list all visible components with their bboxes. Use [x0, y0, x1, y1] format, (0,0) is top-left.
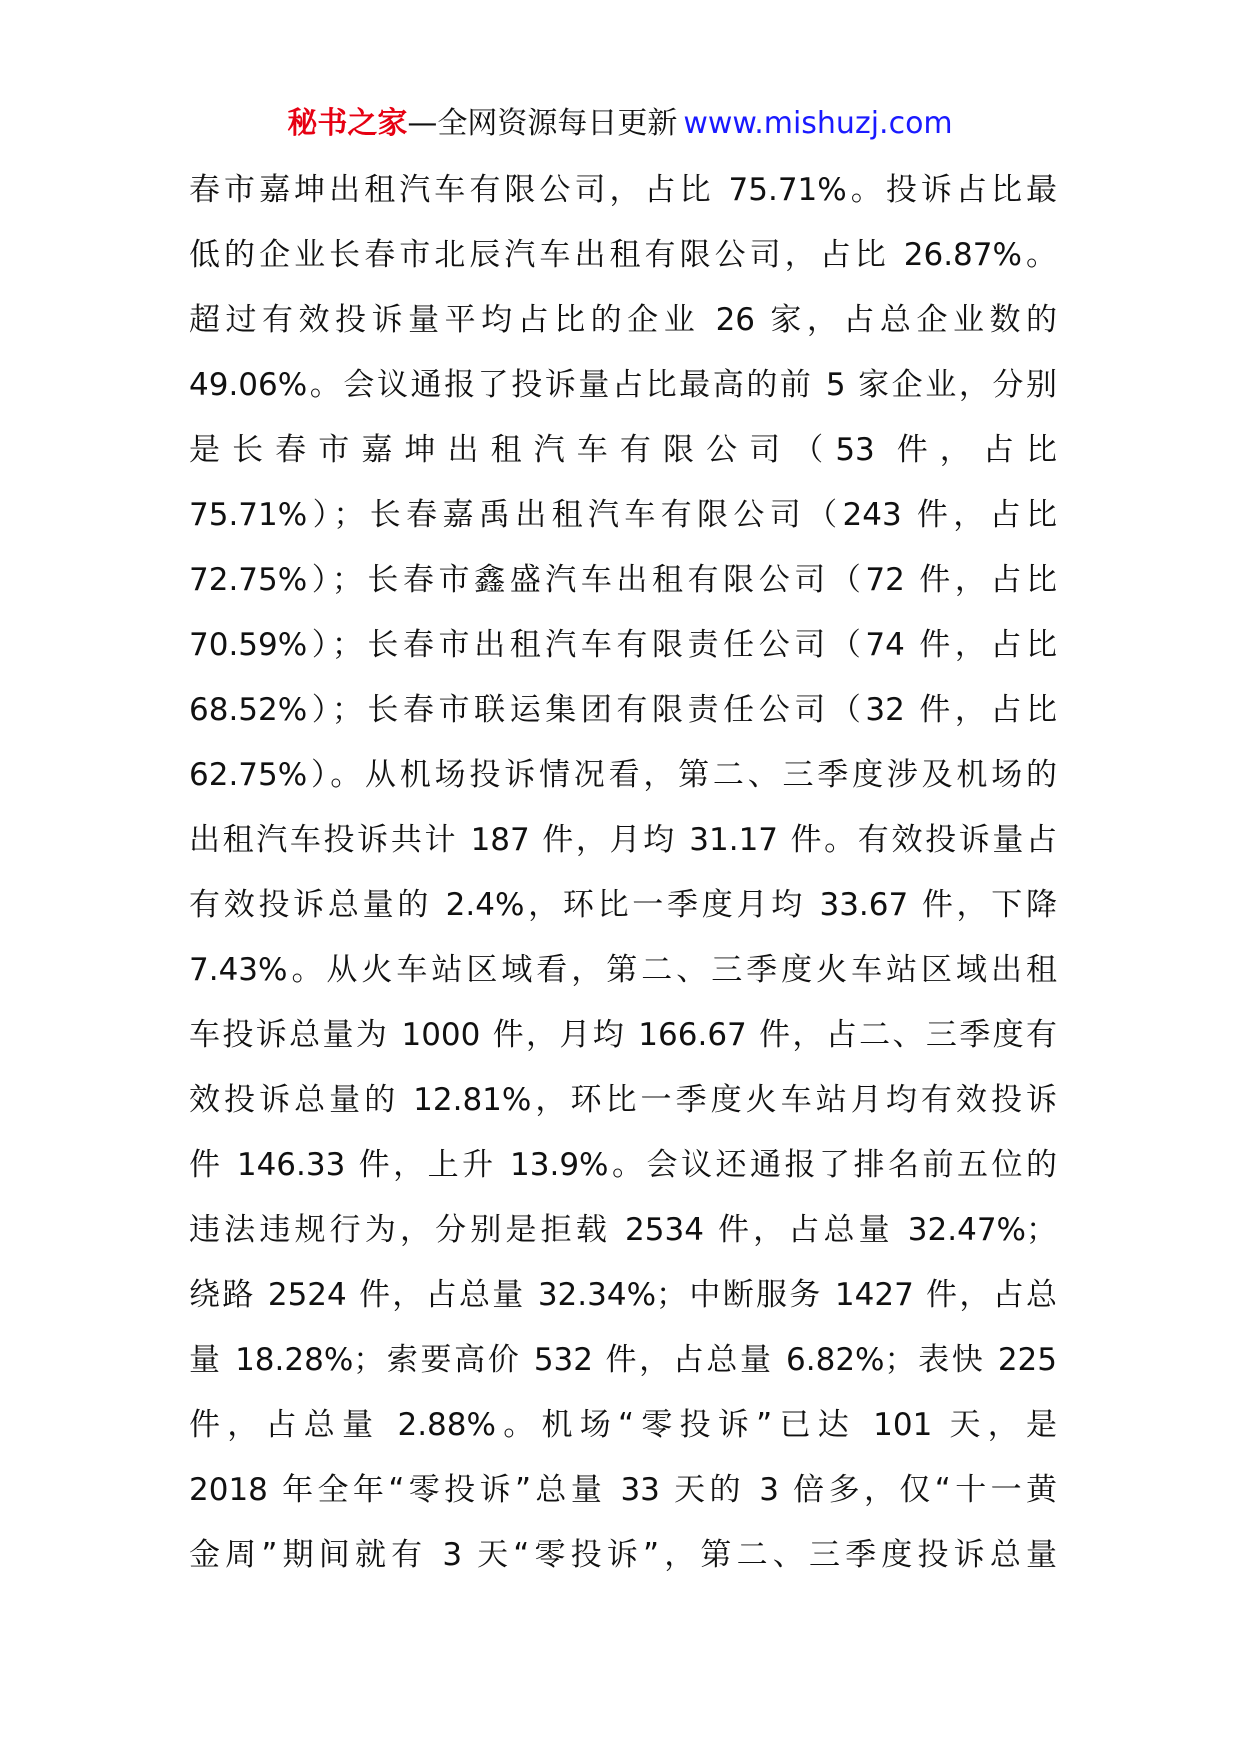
text-line: 件 146.33 件，上升 13.9%。会议还通报了排名前五位的: [189, 1147, 1057, 1183]
text-line: 出租汽车投诉共计 187 件，月均 31.17 件。有效投诉量占: [189, 822, 1057, 858]
text-line: 春市嘉坤出租汽车有限公司，占比 75.71%。投诉占比最: [189, 172, 1057, 208]
text-line: 件，占总量 2.88%。机场“零投诉”已达 101 天，是: [189, 1407, 1057, 1443]
text-line: 是长春市嘉坤出租汽车有限公司（53 件，占比: [189, 432, 1057, 468]
text-line: 62.75%）。从机场投诉情况看，第二、三季度涉及机场的: [189, 757, 1057, 793]
text-line: 49.06%。会议通报了投诉量占比最高的前 5 家企业，分别: [189, 367, 1057, 403]
header-url: www.mishuzj.com: [683, 106, 953, 141]
text-line: 70.59%）；长春市出租汽车有限责任公司（74 件，占比: [189, 627, 1057, 663]
text-line: 72.75%）；长春市鑫盛汽车出租有限公司（72 件，占比: [189, 562, 1057, 598]
text-line: 金周”期间就有 3 天“零投诉”，第二、三季度投诉总量: [189, 1537, 1057, 1573]
text-line: 有效投诉总量的 2.4%，环比一季度月均 33.67 件，下降: [189, 887, 1057, 923]
header-brand: 秘书之家: [287, 106, 408, 141]
text-line: 效投诉总量的 12.81%，环比一季度火车站月均有效投诉: [189, 1082, 1057, 1118]
page-header: [0, 104, 1240, 144]
text-line: 超过有效投诉量平均占比的企业 26 家，占总企业数的: [189, 302, 1057, 338]
header-slogan: —全网资源每日更新: [407, 106, 678, 141]
text-line: 绕路 2524 件，占总量 32.34%；中断服务 1427 件，占总: [189, 1277, 1057, 1313]
text-line: 违法违规行为，分别是拒载 2534 件，占总量 32.47%；: [189, 1212, 1057, 1248]
text-line: 车投诉总量为 1000 件，月均 166.67 件，占二、三季度有: [189, 1017, 1057, 1053]
text-line: 75.71%）；长春嘉禹出租汽车有限公司（243 件，占比: [189, 497, 1057, 533]
document-body: [189, 158, 1057, 1588]
text-line: 68.52%）；长春市联运集团有限责任公司（32 件，占比: [189, 692, 1057, 728]
text-line: 低的企业长春市北辰汽车出租有限公司，占比 26.87%。: [189, 237, 1057, 273]
text-line: 量 18.28%；索要高价 532 件，占总量 6.82%；表快 225: [189, 1342, 1057, 1378]
text-line: 2018 年全年“零投诉”总量 33 天的 3 倍多，仅“十一黄: [189, 1472, 1057, 1508]
text-line: 7.43%。从火车站区域看，第二、三季度火车站区域出租: [189, 952, 1057, 988]
